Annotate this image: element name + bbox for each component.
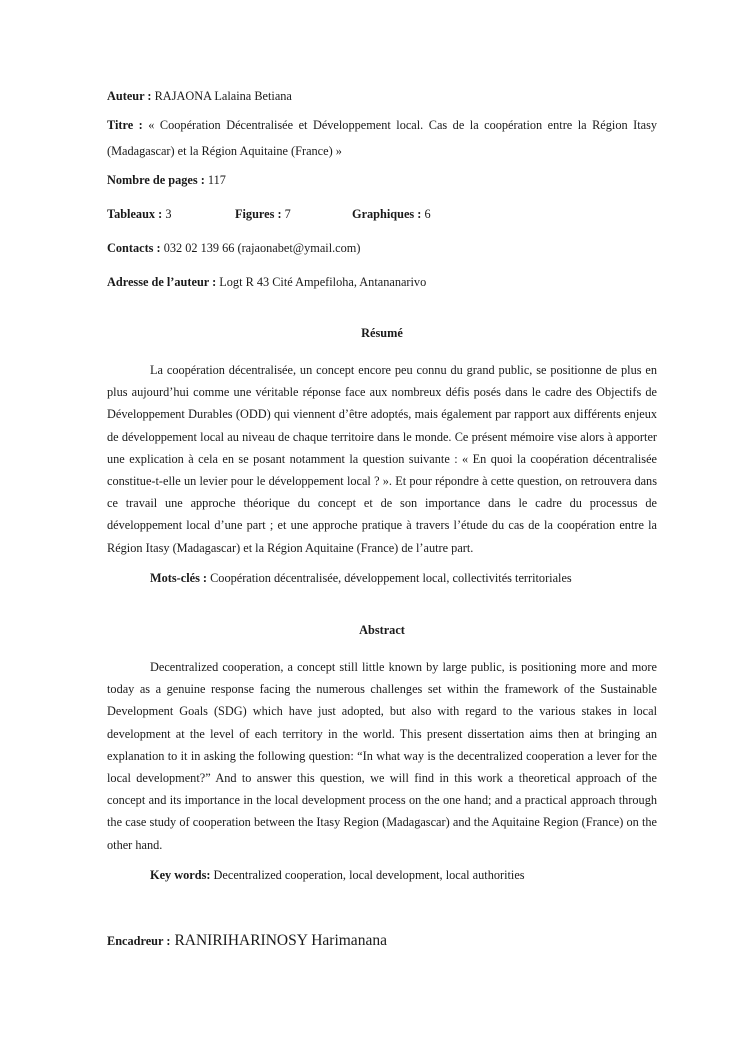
- author-label: Auteur :: [107, 89, 152, 103]
- figures-label: Figures :: [235, 207, 282, 221]
- tables-line: [107, 206, 171, 222]
- resume-paragraph: La coopération décentralisée, un concept encore peu connu du grand public, se positionne de plus en plus aujourd’hui comme une véritable réponse face aux nombreux défis posés dans le cadre des Objectifs de Développement Durables (ODD) qui viennent d’être adoptés, mais également par rapport aux différents enjeux de développement local au niveau de chaque territoire dans le monde. Ce présent mémoire vise alors à apporter une explication à cela en se posant notamment la question suivante : « En quoi la coopération décentralisée constitue-t-elle un levier pour le développement local ? ». Et pour répondre à cette question, on retrouvera dans ce travail une approche théorique du concept et de son importance dans le cadre du processus de développement local d’une part ; et une approche pratique à travers l’étude du cas de la coopération entre la Région Itasy (Madagascar) et la Région Aquitaine (France) de l’autre part.: [107, 363, 657, 555]
- tables-value: 3: [165, 207, 172, 221]
- resume-keywords: [150, 571, 572, 586]
- author-line: [107, 88, 292, 104]
- resume-keywords-label: Mots-clés :: [150, 571, 208, 585]
- contacts-label: Contacts :: [107, 241, 161, 255]
- title-line: [107, 112, 657, 164]
- contacts-line: [107, 240, 360, 256]
- supervisor-line: [107, 932, 387, 950]
- graphs-label: Graphiques :: [352, 207, 422, 221]
- tables-label: Tableaux :: [107, 207, 163, 221]
- pages-label: Nombre de pages :: [107, 173, 205, 187]
- title-value: « Coopération Décentralisée et Développement local. Cas de la coopération entre la Région Itasy (Madagascar) et la Région Aquitaine (France) »: [107, 118, 658, 158]
- figures-value: 7: [284, 207, 291, 221]
- abstract-keywords: [150, 868, 525, 883]
- resume-heading: Résumé: [361, 326, 403, 340]
- address-value: Logt R 43 Cité Ampefiloha, Antananarivo: [219, 275, 427, 289]
- graphs-value: 6: [424, 207, 431, 221]
- graphs-line: [352, 206, 431, 222]
- author-value: RAJAONA Lalaina Betiana: [154, 89, 292, 103]
- contacts-value: 032 02 139 66 (rajaonabet@ymail.com): [163, 241, 361, 255]
- pages-line: [107, 172, 226, 188]
- abstract-paragraph: Decentralized cooperation, a concept still little known by large public, is positioning more and more today as a genuine response facing the numerous challenges set within the framework of the Sustainable Development Goals (SDG) which have just adopted, but also with regard to the various stakes in local development at the level of each territory in the world. This present dissertation aims then at bringing an explanation to it in asking the following question: “In what way is the decentralized cooperation a lever for the local development?” And to answer this question, we will find in this work a theoretical approach of the concept and its importance in the local development process on the one hand; and a practical approach through the case study of cooperation between the Itasy Region (Madagascar) and the Aquitaine Region (France) on the other hand.: [107, 660, 657, 852]
- abstract-keywords-label: Key words:: [150, 868, 211, 882]
- address-line: [107, 274, 426, 290]
- supervisor-label: Encadreur :: [107, 934, 171, 948]
- abstract-heading: Abstract: [359, 623, 405, 637]
- figures-line: [235, 206, 291, 222]
- pages-value: 117: [207, 173, 226, 187]
- abstract-keywords-value: Decentralized cooperation, local development, local authorities: [213, 868, 525, 882]
- title-label: Titre :: [107, 118, 143, 132]
- supervisor-value: RANIRIHARINOSY Harimanana: [174, 932, 387, 949]
- resume-keywords-value: Coopération décentralisée, développement local, collectivités territoriales: [210, 571, 572, 585]
- address-label: Adresse de l’auteur :: [107, 275, 217, 289]
